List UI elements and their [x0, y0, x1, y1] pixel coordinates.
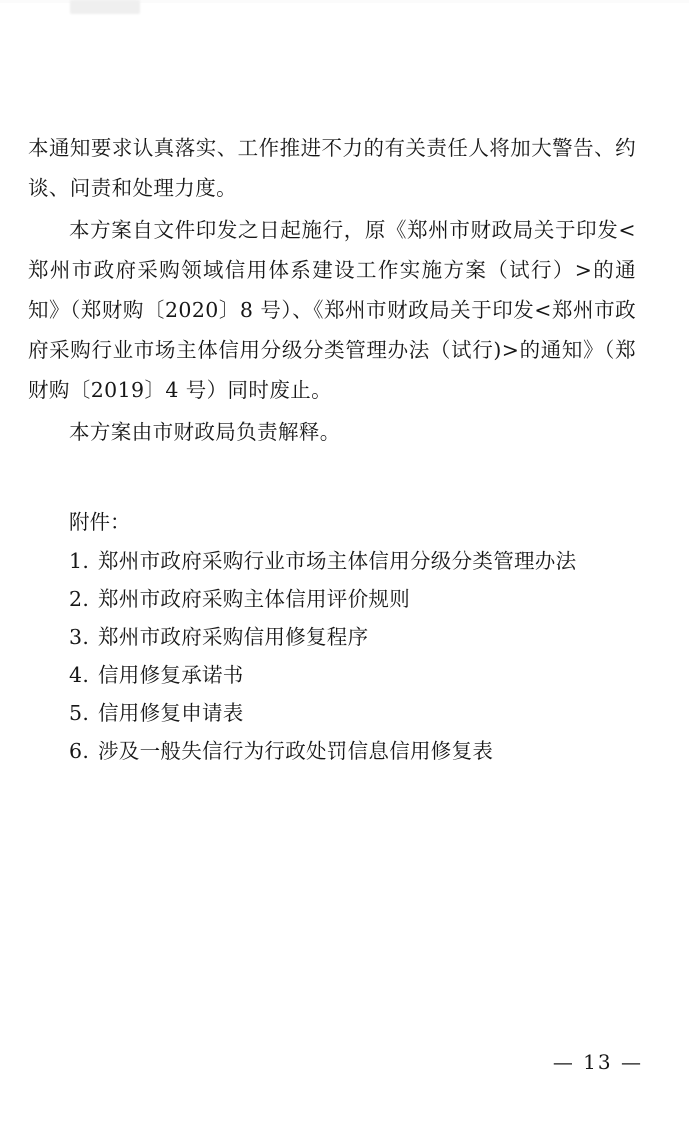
list-item-number: 4. [69, 663, 90, 687]
attachments-list [28, 542, 636, 770]
paragraph-2: 本方案自文件印发之日起施行，原《郑州市财政局关于印发<郑州市政府采购领域信用体系建设工作实施方案（试行）>的通知》（郑财购〔2020〕8 号）、《郑州市财政局关于印发<郑州市政府采购行业市场主体信用分级分类管理办法（试行)>的通知》（郑财购〔2019〕4 号）同时废止。 [28, 218, 636, 402]
list-item-label: 郑州市政府采购主体信用评价规则 [98, 587, 410, 611]
list-item-number: 5. [69, 701, 90, 725]
document-body [28, 128, 636, 770]
list-item-number: 3. [69, 625, 90, 649]
list-item [28, 618, 636, 656]
list-item-label: 信用修复申请表 [98, 701, 244, 725]
list-item [28, 694, 636, 732]
paragraph-3: 本方案由市财政局负责解释。 [69, 420, 341, 444]
list-item-number: 6. [69, 739, 90, 763]
list-item [28, 580, 636, 618]
list-item-label: 信用修复承诺书 [98, 663, 244, 687]
list-item-label: 郑州市政府采购信用修复程序 [98, 625, 369, 649]
list-item [28, 732, 636, 770]
list-item [28, 542, 636, 580]
list-item-label: 郑州市政府采购行业市场主体信用分级分类管理办法 [98, 549, 577, 573]
page-number: — 13 — [552, 1050, 643, 1074]
list-item [28, 656, 636, 694]
attachments-label: 附件： [69, 510, 131, 534]
list-item-label: 涉及一般失信行为行政处罚信息信用修复表 [98, 739, 494, 763]
list-item-number: 1. [69, 549, 90, 573]
paragraph-1: 本通知要求认真落实、工作推进不力的有关责任人将加大警告、约谈、问责和处理力度。 [28, 136, 636, 200]
list-item-number: 2. [69, 587, 90, 611]
scan-smudge-artifact [70, 0, 140, 14]
